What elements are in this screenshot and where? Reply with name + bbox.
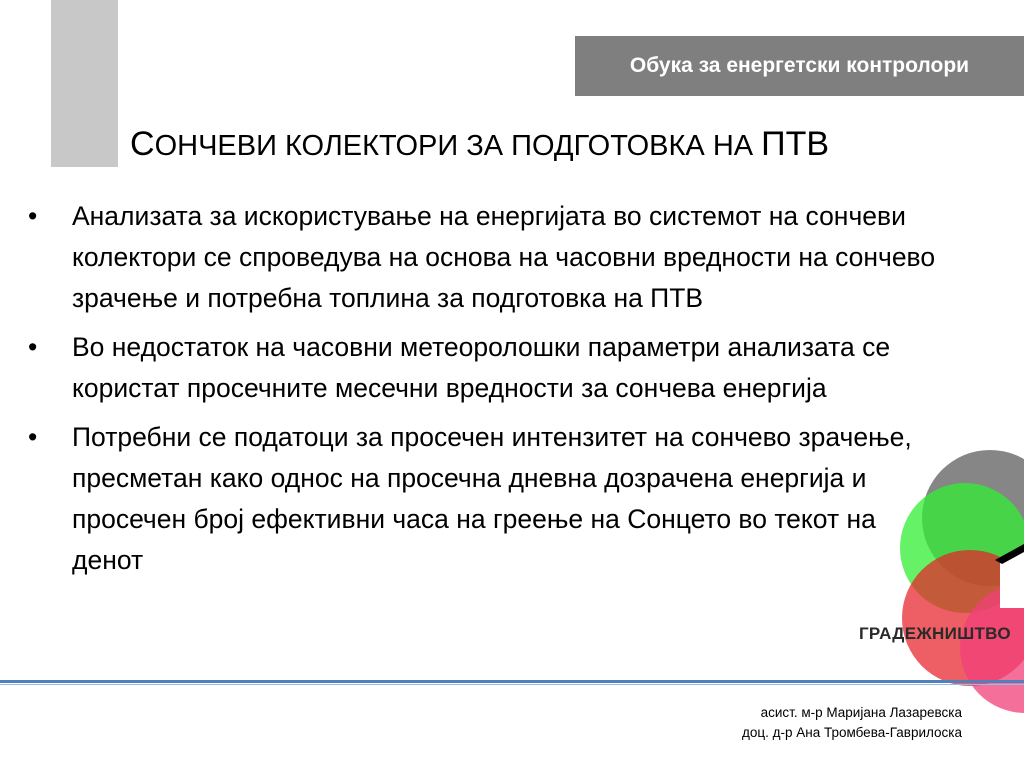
- bullet-list: [28, 196, 938, 589]
- bullet-text: Потребни се податоци за просечен интензитет на сончево зрачење, пресметан како однос на просечна дневна дозрачена енергија и просечен број ефективни часа на греење на Сонцето во текот на денот: [72, 422, 912, 575]
- course-title: Обука за енергетски контролори: [629, 54, 970, 77]
- bullet-item: [28, 417, 938, 581]
- logo-text: ГРАДЕЖНИШТВО: [859, 624, 1011, 643]
- bullet-item: [28, 196, 938, 319]
- bullet-icon: •: [28, 332, 38, 362]
- title-end: ПТВ: [761, 125, 830, 163]
- authors-block: [742, 703, 962, 743]
- slide-title: [130, 122, 1010, 168]
- bullet-text: Во недостаток на часовни метеоролошки параметри анализата се користат просечните месечни вредности за сончева енергија: [72, 332, 891, 403]
- author-1: асист. м-р Маријана Лазаревска: [760, 705, 962, 720]
- gradezhnishtvo-logo-icon: [890, 448, 1024, 738]
- bullet-icon: •: [28, 422, 38, 452]
- bullet-item: [28, 327, 938, 409]
- bullet-icon: •: [28, 201, 38, 231]
- title-cap: С: [130, 125, 155, 163]
- bullet-text: Анализата за искористување на енергијата во системот на сончеви колектори се спроведува на основа на часовни вредности на сончево зрачење и потребна топлина за подготовка на ПТВ: [72, 201, 936, 313]
- author-2: доц. д-р Ана Тромбева-Гаврилоска: [742, 725, 962, 740]
- decorative-left-bar: [51, 0, 118, 167]
- footer-divider-thin: [0, 684, 1024, 685]
- title-rest: ОНЧЕВИ КОЛЕКТОРИ ЗА ПОДГОТОВКА НА: [154, 130, 762, 162]
- footer-divider: [0, 680, 1024, 683]
- course-title-banner: [575, 36, 1024, 96]
